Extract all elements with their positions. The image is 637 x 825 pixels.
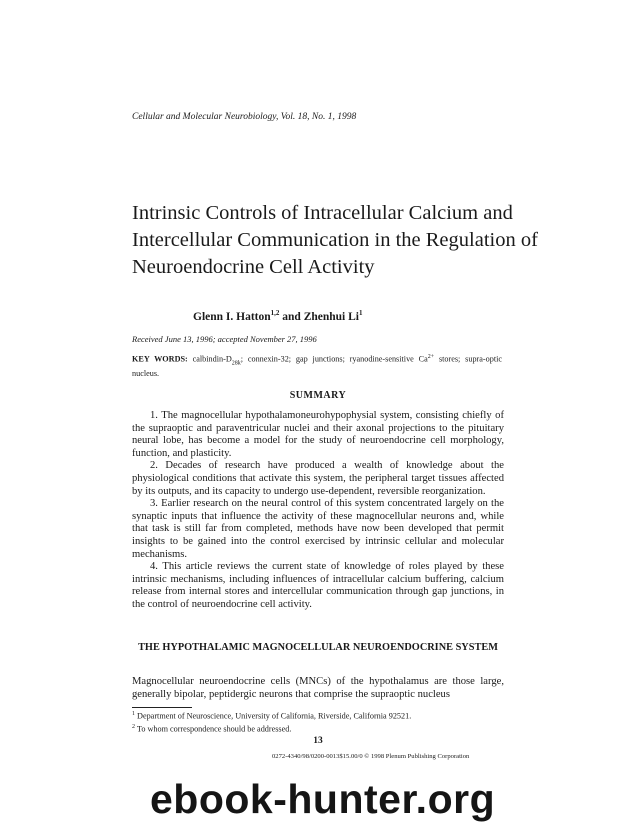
watermark: ebook-hunter.org [150, 776, 496, 822]
summary-paragraph-1: 1. The magnocellular hypothalamoneurohypophysial system, consisting chiefly of the supraoptic and paraventricular nuclei and their axonal projections to the pituitary neural lobe, has become a model for the study of neuroendocrine cell morphology, function, and plasticity. [132, 410, 504, 459]
footnote-1 [132, 709, 411, 722]
author-conjunction: and [279, 310, 304, 323]
summary-paragraph-2: 2. Decades of research have produced a wealth of knowledge about the physiological conditions that activate this system, the peripheral target tissues affected by its outputs, and its capacity to undergo use-dependent, reversible reorganization. [132, 460, 504, 497]
summary-paragraph-3: 3. Earlier research on the neural control of this system concentrated largely on the synaptic inputs that influence the activity of these magnocellular neurons and, while that task is still far from completed, methods have now been developed that permit insights to be gained into the control exercised by intrinsic cellular and molecular mechanisms. [132, 498, 504, 560]
footnote-2-mark: 2 [132, 723, 135, 730]
page-number: 13 [313, 736, 323, 746]
article-title: Intrinsic Controls of Intracellular Calcium and Intercellular Communication in the Regulation of Neuroendocrine Cell Activity [132, 202, 538, 278]
author-2: Zhenhui Li [303, 310, 359, 323]
keywords-text-c: stores; supra-optic nucleus. [132, 354, 503, 378]
keywords-superscript: 2+ [427, 354, 435, 360]
summary-body [132, 410, 504, 612]
footnotes [132, 709, 411, 734]
received-dates: Received June 13, 1996; accepted November 27, 1996 [132, 334, 317, 344]
footnote-2 [132, 722, 411, 735]
section-body [132, 676, 504, 701]
footnote-1-text: Department of Neuroscience, University of California, Riverside, California 92521. [135, 711, 412, 721]
summary-paragraph-4: 4. This article reviews the current state of knowledge of roles played by these intrinsic mechanisms, including influences of intracellular calcium buffering, calcium release from internal stores and intercellular communication through gap junctions, in the control of neuroendocrine cell activity. [132, 561, 504, 610]
author-1: Glenn I. Hatton [193, 310, 271, 323]
keywords-label: KEY WORDS: [132, 354, 188, 364]
journal-citation: Cellular and Molecular Neurobiology, Vol. 18, No. 1, 1998 [132, 112, 357, 122]
author-2-affiliation: 1 [358, 309, 363, 317]
footnote-divider [132, 707, 192, 708]
summary-heading: SUMMARY [289, 390, 347, 401]
footnote-2-text: To whom correspondence should be addressed. [135, 724, 292, 734]
keywords-subscript: 28k [231, 360, 241, 367]
keywords [132, 352, 502, 379]
copyright-line: 0272-4340/98/0200-0013$15.00/0 © 1998 Plenum Publishing Corporation [272, 753, 470, 760]
author-line [193, 309, 362, 323]
section-paragraph: Magnocellular neuroendocrine cells (MNCs) of the hypothalamus are those large, generally bipolar, peptidergic neurons that comprise the supraoptic nucleus [132, 676, 504, 700]
footnote-1-mark: 1 [132, 711, 135, 717]
author-1-affiliation: 1,2 [270, 309, 280, 317]
section-heading: THE HYPOTHALAMIC MAGNOCELLULAR NEUROENDOCRINE SYSTEM [138, 642, 498, 653]
keywords-text-a: calbindin-D [187, 354, 232, 364]
keywords-text-b: ; connexin-32; gap junctions; ryanodine-sensitive Ca [240, 354, 428, 364]
